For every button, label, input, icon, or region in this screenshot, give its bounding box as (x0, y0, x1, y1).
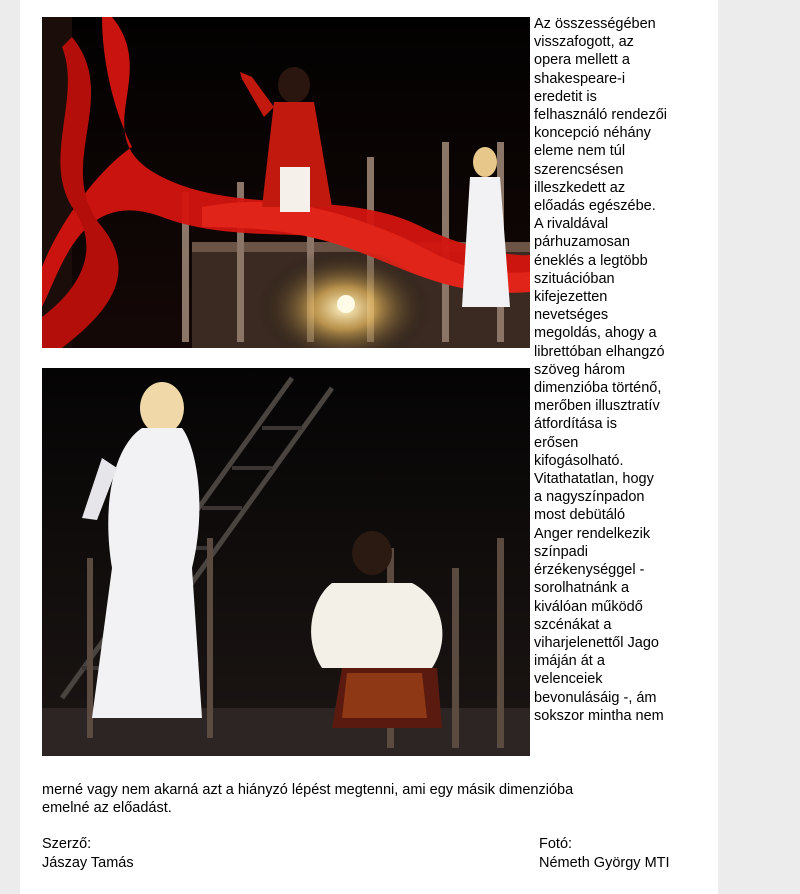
photo-name: Németh György MTI (539, 855, 670, 871)
author-name: Jászay Tamás (42, 855, 134, 871)
stage-photo-top-image (42, 17, 530, 348)
photo-label: Fotó: (539, 836, 573, 852)
stage-photo-bottom-image (42, 368, 530, 756)
article-text-continuation: merné vagy nem akarná azt a hiányzó lépést megtenni, ami egy másik dimenzióba emelné az előadást. (42, 782, 574, 817)
author-label: Szerző: (42, 836, 92, 852)
author-credit (42, 835, 134, 873)
article-text-column: Az összességében visszafogott, az opera mellett a shakespeare-i eredetit is felhasználó rendezői koncepció néhány eleme nem túl szerencsésen illeszkedett az előadás egészébe. A rivaldával párhuzamosan éneklés a legtöbb szituációban kifejezetten nevetséges megoldás, ahogy a librettóban elhangzó szöveg három dimenzióba történő, merőben illusztratív átfordítása is erősen kifogásolható. Vitathatatlan, hogy a nagyszínpadon most debütáló Anger rendelkezik színpadi érzékenységgel - sorolhatnánk a kiválóan működő szcénákat a viharjelenettől Jago imáján át a velenceiek bevonulásáig -, ám sokszor mintha nem (534, 16, 668, 724)
photo-credit (539, 835, 670, 873)
stage-photo-bottom (42, 368, 530, 756)
stage-photo-top (42, 17, 530, 348)
